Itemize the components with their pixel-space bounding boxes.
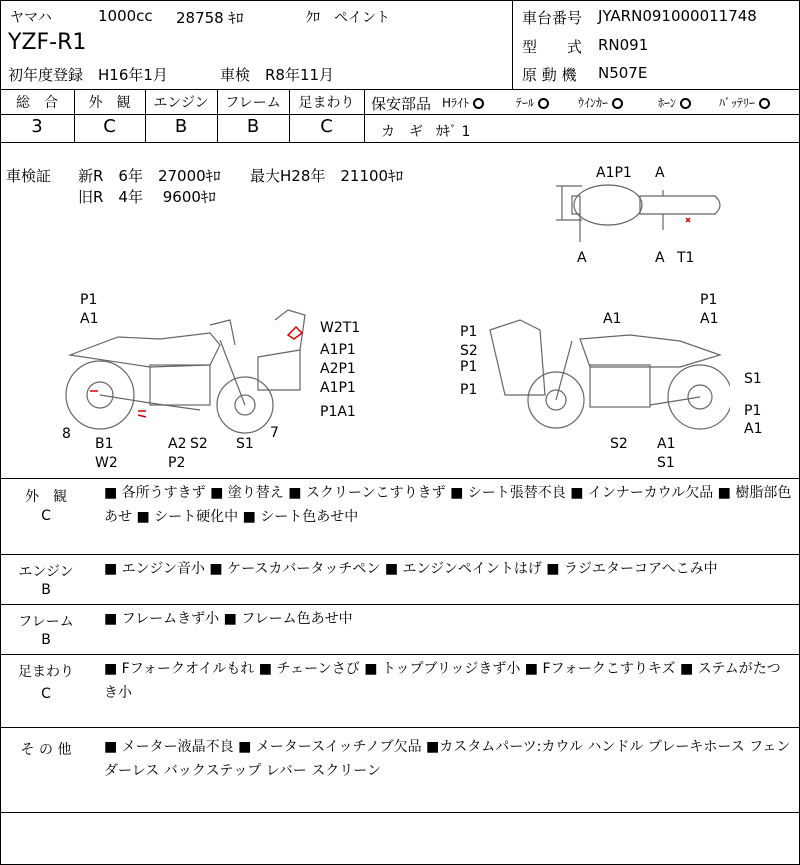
- divider-diagram: [0, 478, 800, 479]
- top-label-a-bottom: A: [655, 250, 665, 266]
- section-suspension-label: 足まわり: [18, 664, 74, 680]
- section-suspension-grade: C: [41, 686, 51, 702]
- section-exterior-grade: C: [41, 508, 51, 524]
- grade-header-engine: エンジン: [153, 95, 209, 111]
- right-label-p1-top: P1: [700, 292, 718, 308]
- right-engine: [590, 365, 650, 407]
- grade-suspension: C: [320, 116, 333, 137]
- section-frame-grade: B: [41, 632, 51, 648]
- battery-ok-icon: [759, 98, 770, 109]
- paint-color: ｸﾛ ペイント: [306, 10, 390, 26]
- section-frame-label: フレーム: [18, 614, 74, 630]
- engine-code-label: 原 動 機: [522, 66, 577, 84]
- right-label-a1-right: A1: [700, 311, 719, 327]
- frame-top: [0, 0, 800, 1]
- right-label-p1-3: P1: [460, 382, 478, 398]
- grade-col-divider-5: [364, 89, 365, 142]
- displacement: 1000cc: [98, 7, 153, 25]
- divider-header-vertical: [512, 0, 513, 89]
- right-swingarm: [650, 397, 700, 405]
- top-label-a-top: A: [655, 165, 665, 181]
- left-label-s2: S2: [190, 436, 208, 452]
- chassis-number-label: 車台番号: [522, 9, 583, 27]
- top-label-a-left: A: [577, 250, 587, 266]
- left-label-p1a1: P1A1: [320, 404, 356, 420]
- left-label-w2: W2: [95, 455, 118, 471]
- top-view-tank: [574, 185, 642, 225]
- right-label-s1-right: S1: [744, 371, 762, 387]
- right-label-a1-low: A1: [657, 436, 676, 452]
- key-count: ｶｷﾞ 1: [436, 124, 471, 140]
- equipment-winker: ｳｲﾝｶｰ: [578, 94, 623, 111]
- left-label-a2: A2: [168, 436, 187, 452]
- left-label-7: 7: [270, 425, 279, 441]
- right-label-p1-1: P1: [460, 324, 478, 340]
- right-cowl: [490, 320, 545, 395]
- maker: ヤマハ: [10, 10, 52, 26]
- right-tank-seat: [580, 335, 720, 367]
- divider-other: [0, 812, 800, 813]
- divider-grade-header: [0, 114, 800, 115]
- left-front-fork: [220, 340, 245, 405]
- section-other-label: そ の 他: [20, 742, 72, 758]
- bike-left-side-diagram: [60, 295, 325, 445]
- right-label-s2-bottom: S2: [610, 436, 628, 452]
- engine-code: N507E: [598, 64, 648, 82]
- section-engine-notes: ■ エンジン音小 ■ ケースカバータッチペン ■ エンジンペイントはげ ■ ラジエターコアへこみ中: [104, 561, 718, 577]
- right-front-fork: [556, 341, 572, 400]
- equipment-battery: ﾊﾞｯﾃﾘｰ: [719, 94, 770, 111]
- certificate-old-r: 旧R 4年 9600ｷﾛ: [78, 188, 216, 206]
- left-label-a1p1-1: A1P1: [320, 342, 356, 358]
- left-label-s1: S1: [236, 436, 254, 452]
- right-label-p1-2: P1: [460, 359, 478, 375]
- divider-frame: [0, 654, 800, 655]
- left-label-b1: B1: [95, 436, 114, 452]
- top-label-t1: T1: [677, 250, 695, 266]
- grade-header-frame: フレーム: [225, 95, 281, 111]
- divider-grades: [0, 142, 800, 143]
- grade-header-exterior: 外 観: [88, 95, 131, 111]
- top-view-seat: [640, 196, 720, 214]
- mileage: 28758 ｷﾛ: [176, 9, 244, 27]
- grade-frame: B: [246, 116, 260, 137]
- certificate-max: 最大H28年 21100ｷﾛ: [250, 167, 404, 185]
- section-other-notes: ■ メーター液晶不良 ■ メータースイッチノブ欠品 ■カスタムパーツ:カウル ハンドル ブレーキホース フェンダーレス バックステップ レバー スクリーン: [104, 739, 791, 779]
- equipment-headlight: Hﾗｲﾄ: [442, 94, 484, 111]
- right-label-s2: S2: [460, 343, 478, 359]
- section-engine-label: エンジン: [18, 564, 74, 580]
- left-label-a1p1-2: A1P1: [320, 380, 356, 396]
- section-exterior-notes: ■ 各所うすきず ■ 塗り替え ■ スクリーンこすりきず ■ シート張替不良 ■ インナーカウル欠品 ■ 樹脂部色あせ ■ シート硬化中 ■ シート色あせ中: [104, 485, 792, 525]
- taillight-ok-icon: [538, 98, 549, 109]
- top-view-damage-mark: [686, 218, 690, 222]
- certificate-label: 車検証: [6, 167, 52, 185]
- section-frame-notes: ■ フレームきず小 ■ フレーム色あせ中: [104, 611, 353, 627]
- grade-exterior: C: [103, 116, 116, 137]
- grade-overall: 3: [31, 116, 43, 137]
- left-damage-mark-1: [288, 327, 302, 339]
- key-label: カ ギ: [381, 124, 423, 140]
- left-label-a1: A1: [80, 311, 99, 327]
- left-label-p2: P2: [168, 455, 186, 471]
- left-label-8: 8: [62, 426, 71, 442]
- headlight-ok-icon: [473, 98, 484, 109]
- divider-engine: [0, 604, 800, 605]
- model-name: YZF-R1: [8, 30, 87, 55]
- equipment-taillight: ﾃｰﾙ: [516, 94, 549, 111]
- left-label-p1: P1: [80, 292, 98, 308]
- left-engine: [150, 365, 210, 405]
- certificate-new-r: 新R 6年 27000ｷﾛ: [78, 167, 221, 185]
- horn-ok-icon: [680, 98, 691, 109]
- section-exterior-label: 外 観: [25, 489, 67, 505]
- divider-header: [0, 89, 800, 90]
- grade-header-overall: 総 合: [16, 95, 58, 111]
- left-screen: [275, 310, 305, 350]
- top-label-a1p1: A1P1: [596, 165, 632, 181]
- equipment-horn: ﾎｰﾝ: [658, 94, 691, 111]
- inspection-expiry: 車検 R8年11月: [220, 66, 335, 84]
- chassis-number: JYARN091000011748: [598, 7, 757, 25]
- right-label-p1-bottom: P1: [744, 403, 762, 419]
- divider-exterior: [0, 554, 800, 555]
- right-label-s1-low: S1: [657, 455, 675, 471]
- left-label-w2t1: W2T1: [320, 320, 361, 336]
- grade-engine: B: [174, 116, 188, 137]
- right-label-a1-bottom: A1: [744, 421, 763, 437]
- left-label-a2p1: A2P1: [320, 361, 356, 377]
- winker-ok-icon: [612, 98, 623, 109]
- model-code-label: 型 式: [522, 38, 583, 56]
- right-label-a1-top: A1: [603, 311, 622, 327]
- grade-header-suspension: 足まわり: [298, 95, 355, 111]
- section-engine-grade: B: [41, 582, 51, 598]
- section-suspension-notes: ■ Fフォークオイルもれ ■ チェーンさび ■ トップブリッジきず小 ■ Fフォークこすりキズ ■ ステムがたつき小: [104, 661, 781, 701]
- model-code: RN091: [598, 36, 649, 54]
- left-damage-mark-2: [90, 391, 146, 417]
- equipment-label: 保安部品: [371, 95, 432, 113]
- left-handlebar: [210, 320, 235, 345]
- bike-top-view-diagram: [540, 160, 740, 270]
- divider-suspension: [0, 727, 800, 728]
- first-registration: 初年度登録 H16年1月: [8, 66, 168, 84]
